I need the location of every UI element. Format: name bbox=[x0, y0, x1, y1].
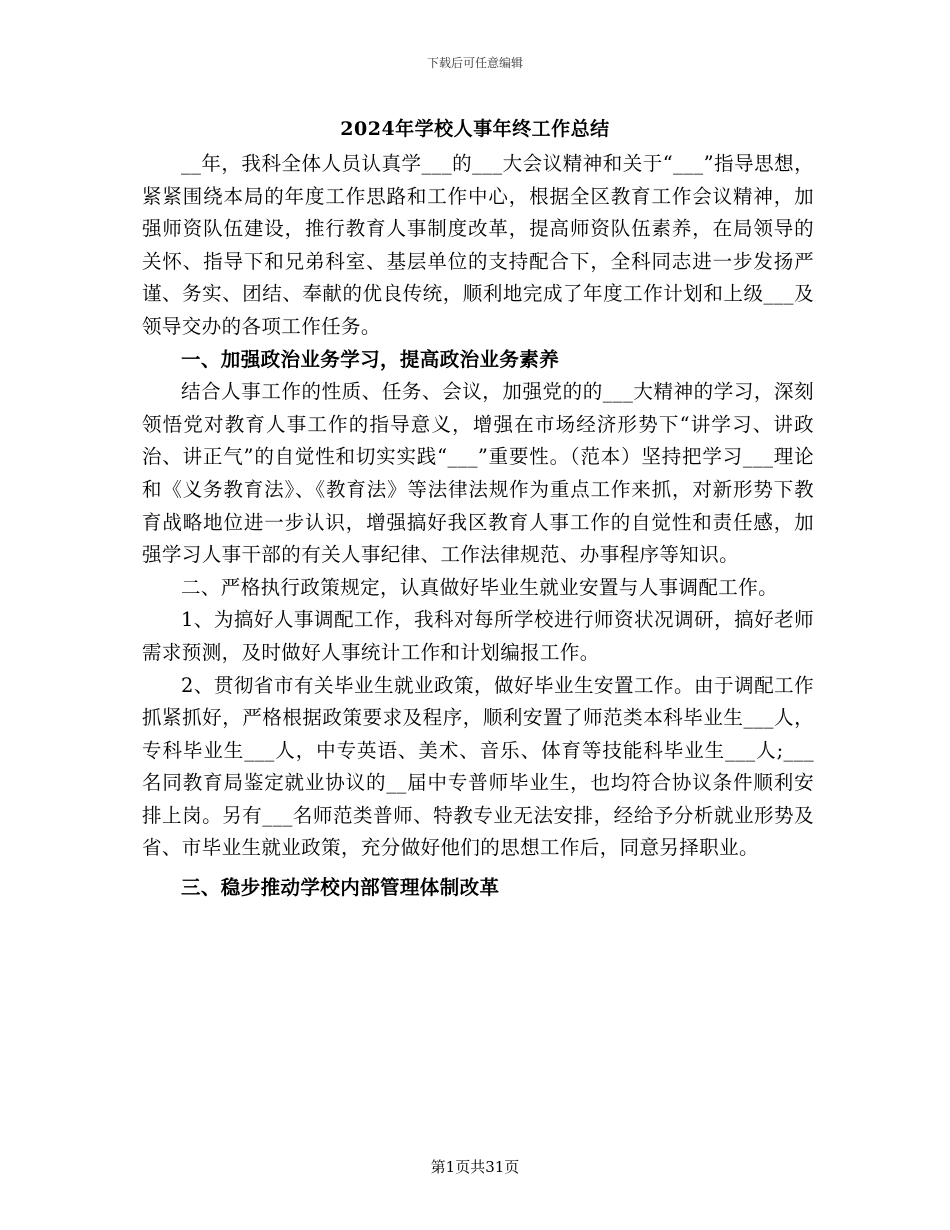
paragraph-intro: __年，我科全体人员认真学___的___大会议精神和关于“___”指导思想，紧紧围绕本局的年度工作思路和工作中心，根据全区教育工作会议精神，加强师资队伍建设，推行教育人事制度改革，提高师资队伍素养，在局领导的关怀、指导下和兄弟科室、基层单位的支持配合下，全科同志进一步发扬严谨、务实、团结、奉献的优良传统，顺利地完成了年度工作计划和上级___及领导交办的各项工作任务。 bbox=[142, 152, 814, 338]
paragraph-item-2: 2、贯彻省市有关毕业生就业政策，做好毕业生安置工作。由于调配工作抓紧抓好，严格根据政策要求及程序，顺利安置了师范类本科毕业生___人，专科毕业生___人，中专英语、美术、音乐、体育等技能科毕业生___人;___名同教育局鉴定就业协议的__届中专普师毕业生，也均符合协议条件顺利安排上岗。另有___名师范类普师、特教专业无法安排，经给予分析就业形势及省、市毕业生就业政策，充分做好他们的思想工作后，同意另择职业。 bbox=[142, 673, 814, 860]
paragraph-section-1: 结合人事工作的性质、任务、会议，加强党的的___大精神的学习，深刻领悟党对教育人事工作的指导意义，增强在市场经济形势下“讲学习、讲政治、讲正气”的自觉性和切实实践“___”重要性。（范本）坚持把学习___理论和《义务教育法》、《教育法》等法律法规作为重点工作来抓，对新形势下教育战略地位进一步认识，增强搞好我区教育人事工作的自觉性和责任感，加强学习人事干部的有关人事纪律、工作法律规范、办事程序等知识。 bbox=[142, 380, 814, 567]
document-title: 2024年学校人事年终工作总结 bbox=[340, 118, 610, 140]
document-body bbox=[142, 148, 814, 905]
header-note: 下载后可任意编辑 bbox=[426, 56, 523, 70]
section-heading-1: 一、加强政治业务学习，提高政治业务素养 bbox=[181, 347, 560, 371]
section-heading-3: 三、稳步推动学校内部管理体制改革 bbox=[181, 876, 500, 900]
paragraph-item-1: 1、为搞好人事调配工作，我科对每所学校进行师资状况调研，搞好老师需求预测，及时做好人事统计工作和计划编报工作。 bbox=[142, 608, 814, 664]
section-heading-2: 二、严格执行政策规定，认真做好毕业生就业安置与人事调配工作。 bbox=[181, 575, 779, 599]
page-number: 第1页共31页 bbox=[430, 1158, 520, 1176]
